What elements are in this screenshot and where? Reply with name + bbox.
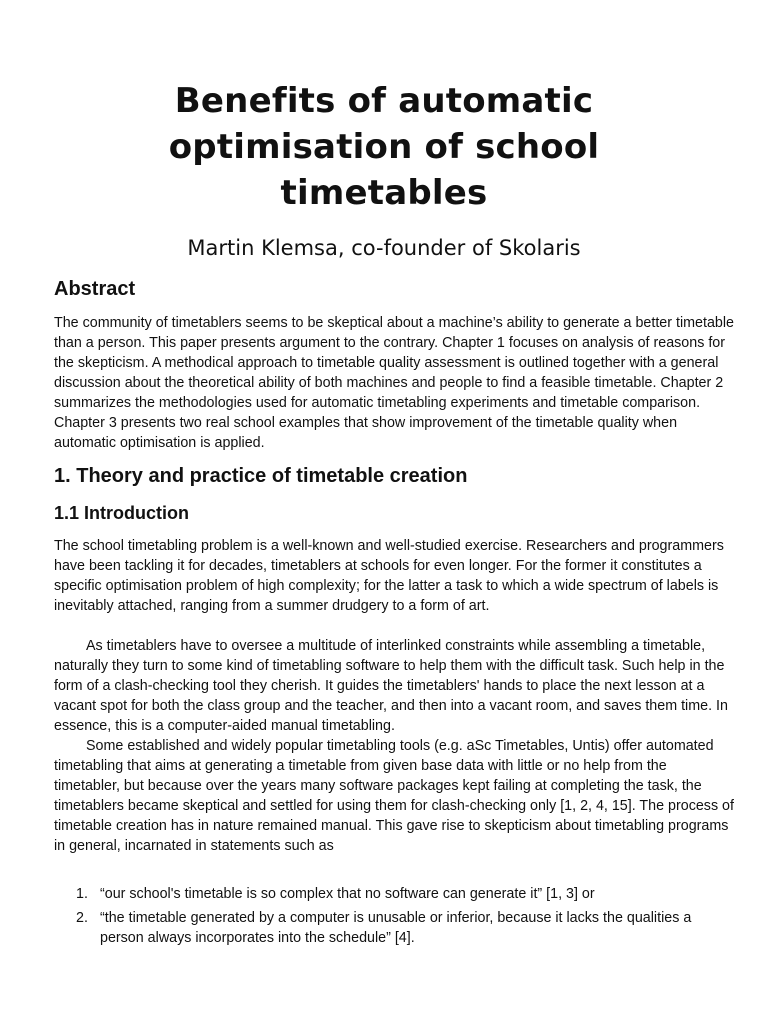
list-item <box>54 908 738 948</box>
section-1-1-heading: 1.1 Introduction <box>54 503 189 523</box>
list-item-number: 2. <box>76 910 88 926</box>
list-item <box>54 884 738 904</box>
abstract-heading: Abstract <box>54 278 136 300</box>
list-item-text: “our school's timetable is so complex that no software can generate it” [1, 3] or <box>100 886 595 902</box>
statement-list <box>54 884 738 952</box>
abstract-text: The community of timetablers seems to be skeptical about a machine’s ability to generate a better timetable than a person. This paper presents argument to the contrary. Chapter 1 focuses on analysis of reasons for the skepticism. A methodical approach to timetable quality assessment is outlined together with a general discussion about the theoretical ability of both machines and people to find a feasible timetable. Chapter 2 summarizes the methodologies used for automatic timetabling experiments and timetable comparison. Chapter 3 presents two real school examples that show improvement of the timetable quality when automatic optimisation is applied. <box>54 315 734 451</box>
intro-paragraph-2: As timetablers have to oversee a multitude of interlinked constraints while assembling a timetable, naturally they turn to some kind of timetabling software to help them with the difficult task. Such help in the form of a clash-checking tool they cherish. It guides the timetablers' hands to place the next lesson at a vacant spot for both the class group and the teacher, and then into a vacant room, and saves them time. In essence, this is a computer-aided manual timetabling. <box>54 638 728 734</box>
intro-paragraph-1: The school timetabling problem is a well-known and well-studied exercise. Researchers and programmers have been tackling it for decades, timetablers at schools for even longer. For the former it constitutes a specific optimisation problem of high complexity; for the latter a task to which a wide spectrum of labels is inevitably attached, ranging from a summer drudgery to a form of art. <box>54 538 724 614</box>
document-title: Benefits of automatic optimisation of school timetables <box>168 81 600 213</box>
list-item-text: “the timetable generated by a computer is unusable or inferior, because it lacks the qualities a person always incorporates into the schedule” [4]. <box>100 910 692 946</box>
list-item-number: 1. <box>76 886 88 902</box>
author-line: Martin Klemsa, co-founder of Skolaris <box>187 236 581 260</box>
section-1-heading: 1. Theory and practice of timetable creation <box>54 465 468 487</box>
intro-paragraph-3: Some established and widely popular timetabling tools (e.g. aSc Timetables, Untis) offer automated timetabling that aims at generating a timetable from given base data with little or no help from the timetabler, but because over the years many software packages kept failing at completing the task, the timetablers became skeptical and settled for using them for clash-checking only [1, 2, 4, 15]. The process of timetable creation has in nature remained manual. This gave rise to skepticism about timetabling programs in general, incarnated in statements such as <box>54 738 734 854</box>
